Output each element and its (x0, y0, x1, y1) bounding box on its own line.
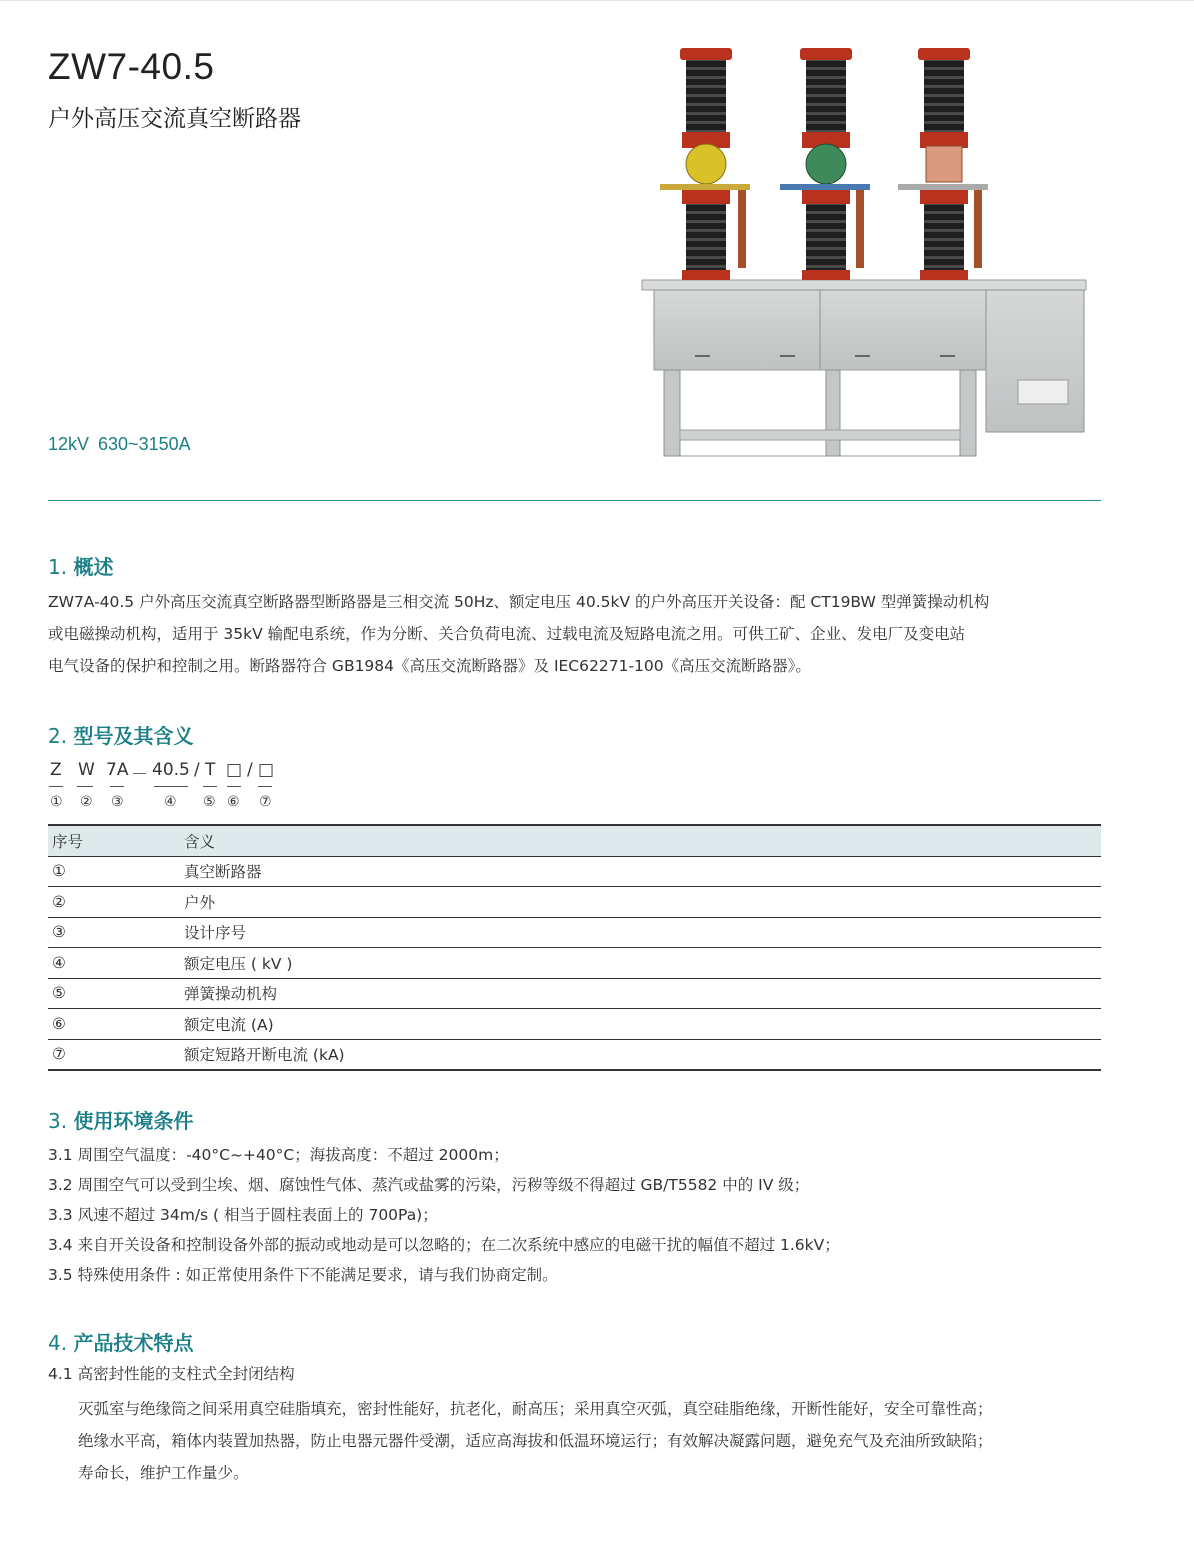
code-number: ① (50, 794, 63, 810)
top-rule (0, 0, 1194, 1)
section-4-subtitle: 4.1 高密封性能的支柱式全封闭结构 (48, 1365, 295, 1383)
cell-index: ③ (48, 917, 180, 948)
section-3-list (48, 1140, 840, 1290)
table-row (48, 978, 1101, 1009)
condition-item: 3.1 周围空气温度：-40°C~+40°C；海拔高度：不超过 2000m； (48, 1146, 509, 1164)
code-underline (258, 786, 272, 787)
pole-c (898, 48, 988, 280)
table-row (48, 1039, 1101, 1070)
section-3-heading (48, 1105, 193, 1134)
code-underline (77, 786, 93, 787)
table-row (48, 856, 1101, 887)
code-number: ⑤ (203, 794, 216, 810)
cell-index: ④ (48, 948, 180, 979)
section-4-line: 灭弧室与绝缘筒之间采用真空硅脂填充，密封性能好，抗老化，耐高压；采用真空灭弧，真空硅脂绝缘，开断性能好，安全可靠性高； (78, 1400, 993, 1418)
code-number: ③ (111, 794, 124, 810)
code-underline (154, 786, 188, 787)
section-4-line: 寿命长，维护工作量少。 (78, 1464, 249, 1482)
column-header-meaning: 含义 (180, 825, 1101, 856)
table-header-row (48, 825, 1101, 856)
cell-index: ⑦ (48, 1039, 180, 1070)
condition-item: 3.5 特殊使用条件 : 如正常使用条件下不能满足要求，请与我们协商定制。 (48, 1266, 558, 1284)
section-2-number: 2. (48, 724, 74, 748)
section-2-heading (48, 720, 193, 749)
code-number: ④ (164, 794, 177, 810)
cell-index: ⑥ (48, 1009, 180, 1040)
code-underline (203, 786, 217, 787)
code-part: W (78, 760, 95, 780)
code-part: / (247, 760, 253, 780)
section-4-number: 4. (48, 1331, 74, 1355)
code-underline (110, 786, 124, 787)
column-header-index: 序号 (48, 825, 180, 856)
cell-index: ② (48, 887, 180, 918)
code-part: □ (226, 760, 243, 780)
section-4-body (78, 1393, 1108, 1489)
cell-meaning: 设计序号 (180, 917, 1101, 948)
code-part: T (205, 760, 216, 780)
cell-meaning: 弹簧操动机构 (180, 978, 1101, 1009)
product-photo (640, 40, 1090, 460)
section-4-title: 产品技术特点 (73, 1331, 194, 1355)
section-2-title: 型号及其含义 (73, 724, 194, 748)
cell-meaning: 额定电压 ( kV ) (180, 948, 1101, 979)
rating-text: 12kV 630~3150A (48, 434, 191, 454)
code-number: ⑦ (259, 794, 272, 810)
cell-index: ⑤ (48, 978, 180, 1009)
section-1-heading (48, 551, 113, 580)
code-underline (49, 786, 63, 787)
code-number: ② (80, 794, 93, 810)
condition-item: 3.2 周围空气可以受到尘埃、烟、腐蚀性气体、蒸汽或盐雾的污染，污秽等级不得超过 GB/T5582 中的 IV 级； (48, 1176, 810, 1194)
section-1-body (48, 586, 1108, 682)
pole-a (660, 48, 750, 280)
section-1-number: 1. (48, 555, 74, 579)
divider (48, 500, 1101, 501)
cell-meaning: 真空断路器 (180, 856, 1101, 887)
section-3-title: 使用环境条件 (73, 1109, 194, 1133)
code-number: ⑥ (227, 794, 240, 810)
cell-index: ① (48, 856, 180, 887)
code-part: 7A (106, 760, 129, 780)
code-part: 40.5 (152, 760, 190, 780)
table-row (48, 917, 1101, 948)
cabinet (642, 280, 1086, 456)
cell-meaning: 户外 (180, 887, 1101, 918)
code-underline (227, 786, 241, 787)
section-1-line: 或电磁操动机构，适用于 35kV 输配电系统，作为分断、关合负荷电流、过载电流及短路电流之用。可供工矿、企业、发电厂及变电站 (48, 625, 966, 643)
condition-item: 3.4 来自开关设备和控制设备外部的振动或地动是可以忽略的；在二次系统中感应的电磁干扰的幅值不超过 1.6kV； (48, 1236, 840, 1254)
product-subtitle: 户外高压交流真空断路器 (48, 106, 301, 132)
cell-meaning: 额定短路开断电流 (kA) (180, 1039, 1101, 1070)
section-1-title: 概述 (73, 555, 114, 579)
section-1-line: 电气设备的保护和控制之用。断路器符合 GB1984《高压交流断路器》及 IEC62271-100《高压交流断路器》。 (48, 657, 811, 675)
code-part: － (131, 765, 148, 785)
section-1-line: ZW7A-40.5 户外高压交流真空断路器型断路器是三相交流 50Hz、额定电压 40.5kV 的户外高压开关设备：配 CT19BW 型弹簧操动机构 (48, 593, 990, 611)
table-row (48, 948, 1101, 979)
table-row (48, 887, 1101, 918)
section-4-line: 绝缘水平高，箱体内装置加热器，防止电器元器件受潮，适应高海拔和低温环境运行；有效解决凝露问题，避免充气及充油所致缺陷； (78, 1432, 993, 1450)
model-title: ZW7-40.5 (48, 46, 215, 87)
section-3-number: 3. (48, 1109, 74, 1133)
code-part: □ (258, 760, 275, 780)
pole-b (780, 48, 870, 280)
model-meaning-table (48, 824, 1101, 1071)
table-row (48, 1009, 1101, 1040)
code-part: Z (50, 760, 62, 780)
condition-item: 3.3 风速不超过 34m/s ( 相当于圆柱表面上的 700Pa)； (48, 1206, 438, 1224)
code-part: / (194, 760, 200, 780)
cell-meaning: 额定电流 (A) (180, 1009, 1101, 1040)
section-4-heading (48, 1327, 193, 1356)
